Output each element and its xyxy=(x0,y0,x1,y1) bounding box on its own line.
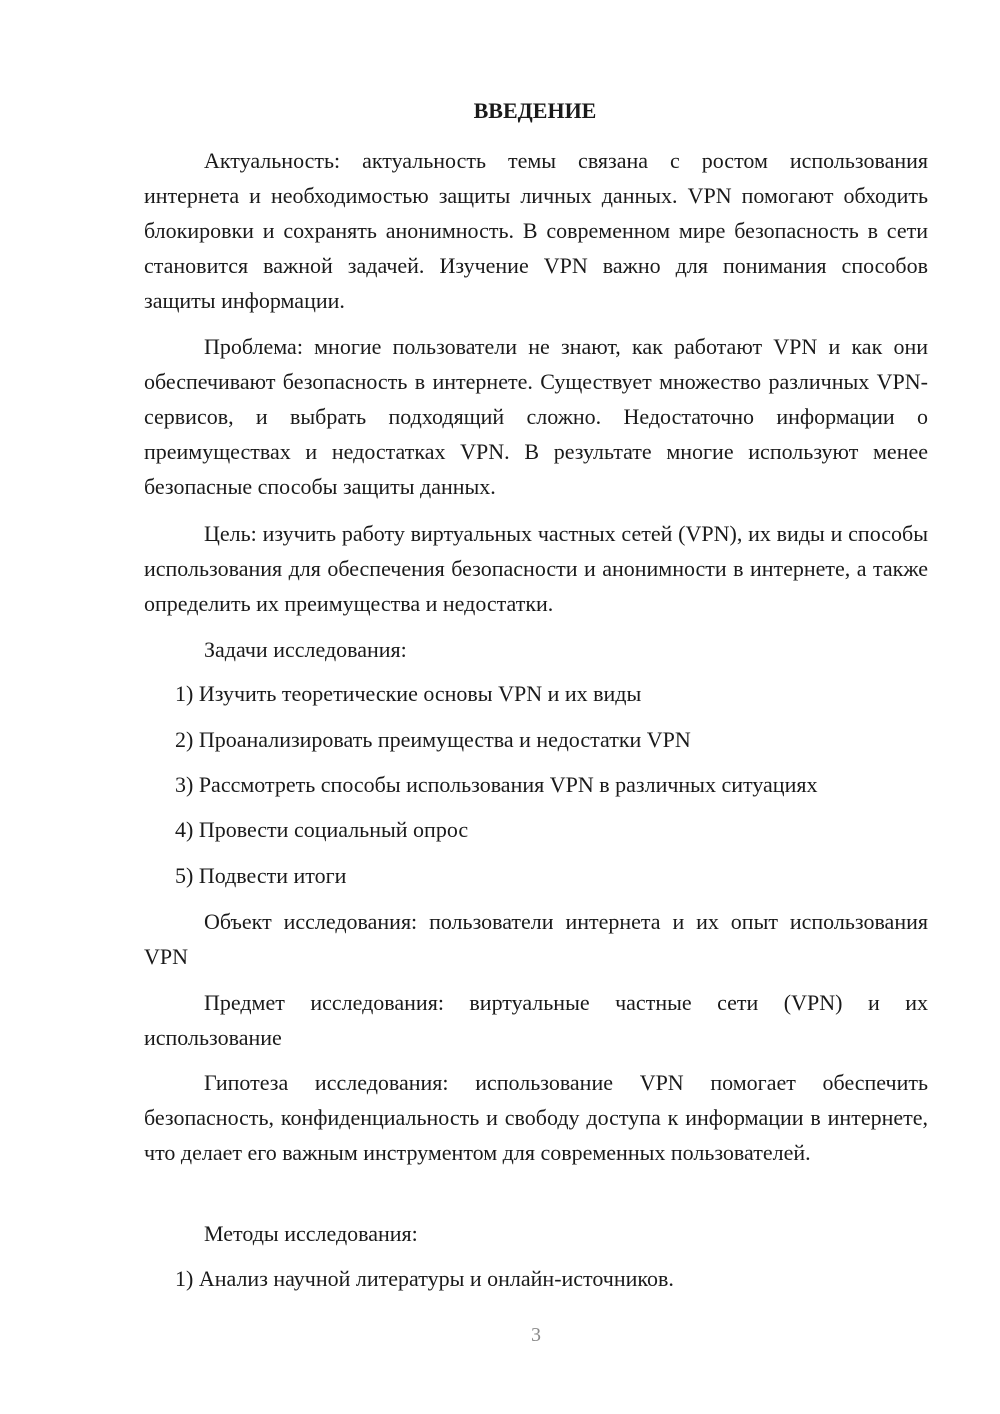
problem-text: Проблема: многие пользователи не знают, как работают VPN и как они обеспечивают безопасность в интернете. Существует множество различных VPN-сервисов, и выбрать подходящий сложно. Недостаточно информации о преимуществах и недостатках VPN. В результате многие используют менее безопасные способы защиты данных. xyxy=(144,334,928,499)
subject-text: Предмет исследования: виртуальные частные сети (VPN) и их использование xyxy=(144,990,928,1050)
page-number: 3 xyxy=(531,1324,541,1346)
subject-paragraph xyxy=(144,985,928,1055)
object-text: Объект исследования: пользователи интернета и их опыт использования VPN xyxy=(144,909,928,969)
task-item-2: 2) Проанализировать преимущества и недостатки VPN xyxy=(175,727,691,752)
task-item-1: 1) Изучить теоретические основы VPN и их виды xyxy=(175,681,642,706)
task-item-5: 5) Подвести итоги xyxy=(175,863,347,888)
section-title: ВВЕДЕНИЕ xyxy=(473,98,597,123)
methods-heading-block xyxy=(144,1216,928,1251)
hypothesis-paragraph xyxy=(144,1065,928,1170)
relevance-paragraph xyxy=(144,143,928,318)
tasks-heading-block xyxy=(144,632,928,667)
methods-heading: Методы исследования: xyxy=(204,1221,418,1246)
object-paragraph xyxy=(144,904,928,974)
tasks-heading: Задачи исследования: xyxy=(204,637,407,662)
hypothesis-text: Гипотеза исследования: использование VPN помогает обеспечить безопасность, конфиденциальность и свободу доступа к информации в интернете, что делает его важным инструментом для современных пользователей. xyxy=(144,1070,928,1165)
problem-paragraph xyxy=(144,329,928,504)
task-item-3: 3) Рассмотреть способы использования VPN в различных ситуациях xyxy=(175,772,818,797)
task-item-4: 4) Провести социальный опрос xyxy=(175,817,469,842)
relevance-text: Актуальность: актуальность темы связана с ростом использования интернета и необходимостью защиты личных данных. VPN помогают обходить блокировки и сохранять анонимность. В современном мире безопасность в сети становится важной задачей. Изучение VPN важно для понимания способов защиты информации. xyxy=(144,148,928,313)
method-item-1: 1) Анализ научной литературы и онлайн-источников. xyxy=(175,1266,674,1291)
goal-text: Цель: изучить работу виртуальных частных сетей (VPN), их виды и способы использования для обеспечения безопасности и анонимности в интернете, а также определить их преимущества и недостатки. xyxy=(144,521,928,616)
goal-paragraph xyxy=(144,516,928,621)
